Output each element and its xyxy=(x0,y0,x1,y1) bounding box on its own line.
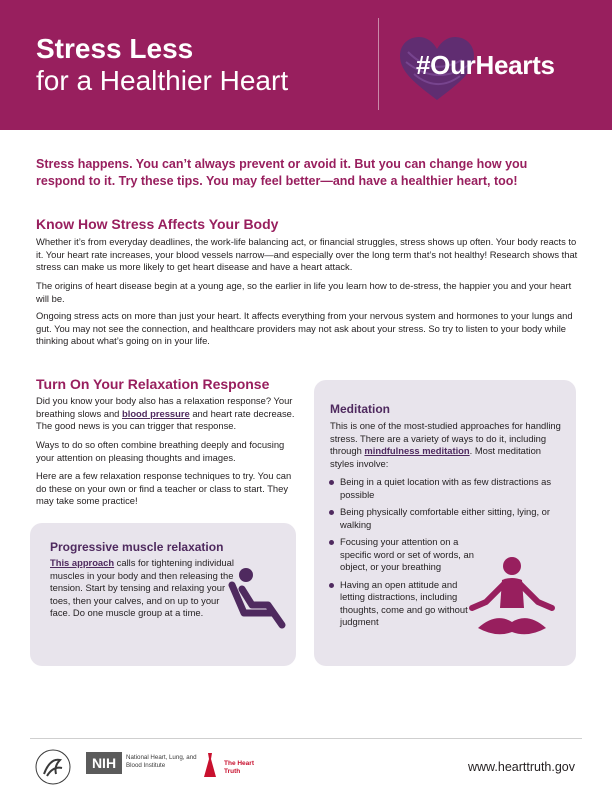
blood-pressure-link[interactable]: blood pressure xyxy=(122,407,190,419)
nhlbi-name: National Heart, Lung, and Blood Institute xyxy=(126,754,197,769)
bullet-dot xyxy=(329,583,334,588)
paragraph-ongoing-stress: Ongoing stress acts on more than just your heart. It affects everything from your nervous system and hormones to your lungs and gut. You may not see the connection, and healthcare providers may not ask about your stress. So try to listen to your body while thinking about what’s going on in your life. xyxy=(36,310,573,346)
bullet-item: Being in a quiet location with as few distractions as possible xyxy=(328,476,562,501)
hashtag-our-hearts: #OurHearts xyxy=(416,50,555,80)
hhs-seal-icon xyxy=(34,748,72,786)
intro-text: Stress happens. You can’t always prevent or avoid it. But you can change how you respond to it. Try these tips. You may feel better—and have a healthier heart, too! xyxy=(36,157,528,188)
heart-truth-logo: The Heart Truth xyxy=(224,760,254,775)
header-divider xyxy=(378,18,379,110)
title-bold: Stress Less xyxy=(36,33,194,64)
nih-logo: NIH xyxy=(86,752,122,774)
pmr-callout xyxy=(30,523,296,666)
meditation-callout xyxy=(314,380,576,666)
meditation-pose-icon xyxy=(466,556,558,642)
bullet-dot xyxy=(329,540,334,545)
website-url[interactable]: www.hearttruth.gov xyxy=(468,760,575,774)
title-light: for a Healthier Heart xyxy=(36,65,289,96)
bullet-dot xyxy=(329,510,334,515)
meditation-text: This is one of the most-studied approaches for handling stress. There are a variety of ways to do it, including through mindfulness meditation. Most meditation styles involve: xyxy=(330,420,561,469)
bullet-item: Having an open attitude and letting distractions, including thoughts, come and go without judgment xyxy=(328,579,472,629)
section-title-stress-body: Know How Stress Affects Your Body xyxy=(36,216,279,232)
recliner-person-icon xyxy=(228,567,288,631)
bullet-item: Being physically comfortable either sitting, lying, or walking xyxy=(328,506,552,531)
paragraph-heart-origins: The origins of heart disease begin at a young age, so the earlier in life you learn how to de-stress, the happier you and your heart will be. xyxy=(36,280,572,304)
paragraph-relaxation-response: Did you know your body also has a relaxation response? Your breathing slows and blood pressure and heart rate decrease. The good news is you can trigger that response. xyxy=(36,395,295,431)
mindfulness-meditation-link[interactable]: mindfulness meditation xyxy=(364,445,470,456)
pmr-title: Progressive muscle relaxation xyxy=(50,540,224,554)
this-approach-link[interactable]: This approach xyxy=(50,557,115,568)
bullet-dot xyxy=(329,480,334,485)
bullet-item: Focusing your attention on a specific word or set of words, an object, or your breathing xyxy=(328,536,478,574)
header-banner xyxy=(0,0,612,130)
section-title-relaxation: Turn On Your Relaxation Response xyxy=(36,376,270,392)
footer-divider xyxy=(30,738,582,739)
pmr-text: This approach calls for tightening individual muscles in your body and then releasing the tension. Start by tensing and relaxing your toes, then your calves, and on up to your face. Do one muscle group at a time. xyxy=(50,557,234,618)
paragraph-breathing: Ways to do so often combine breathing deeply and focusing your attention on pleasing thoughts and images. xyxy=(36,439,285,463)
meditation-title: Meditation xyxy=(330,402,390,416)
paragraph-stress-sources: Whether it’s from everyday deadlines, the work-life balancing act, or financial struggles, stress shows up often. Your body reacts to it. Your heart rate increases, your blood vessels narrow—and especially over the long term that’s not healthy! Research shows that stress can make us more likely to get heart disease and have a heart attack. xyxy=(36,236,578,272)
paragraph-techniques: Here are a few relaxation response techniques to try. You can do these on your own or find a teacher or class to start. They may take some practice! xyxy=(36,470,292,506)
